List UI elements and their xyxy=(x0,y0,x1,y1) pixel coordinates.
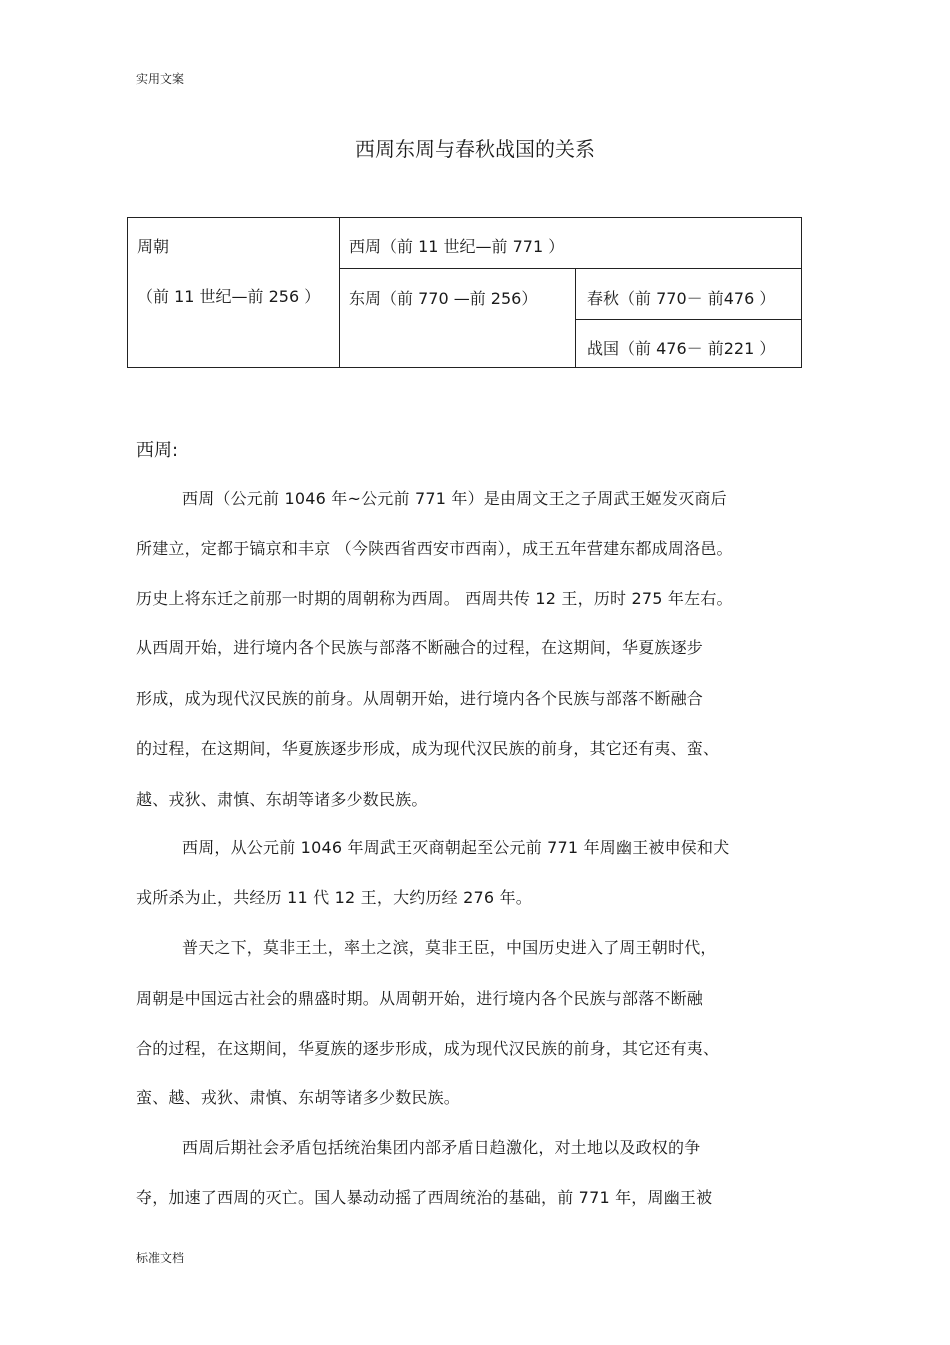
paragraph-line: 合的过程，在这期间，华夏族的逐步形成，成为现代汉民族的前身，其它还有夷、 xyxy=(136,1039,720,1058)
western-zhou-cell: 西周（前 11 世纪—前 771 ） xyxy=(349,237,565,256)
zhou-dynasty-range: （前 11 世纪—前 256 ） xyxy=(137,287,321,306)
page-footer-label: 标准文档 xyxy=(136,1251,185,1265)
section-heading: 西周: xyxy=(136,440,179,461)
paragraph-line: 形成，成为现代汉民族的前身。从周朝开始，进行境内各个民族与部落不断融合 xyxy=(136,689,704,708)
paragraph-line: 周朝是中国远古社会的鼎盛时期。从周朝开始，进行境内各个民族与部落不断融 xyxy=(136,989,704,1008)
table-divider xyxy=(339,218,340,367)
warring-states-cell: 战国（前 476－ 前221 ） xyxy=(587,339,776,358)
table-divider xyxy=(339,268,801,269)
paragraph-line: 历史上将东迁之前那一时期的周朝称为西周。 西周共传 12 王，历时 275 年左右。 xyxy=(136,589,733,608)
document-title: 西周东周与春秋战国的关系 xyxy=(355,137,595,161)
paragraph-line: 西周（公元前 1046 年~公元前 771 年）是由周文王之子周武王姬发灭商后 xyxy=(182,489,727,508)
paragraph-line: 从西周开始，进行境内各个民族与部落不断融合的过程，在这期间，华夏族逐步 xyxy=(136,638,704,657)
paragraph-line: 戎所杀为止，共经历 11 代 12 王，大约历经 276 年。 xyxy=(136,888,532,907)
paragraph-line: 蛮、越、戎狄、肃慎、东胡等诸多少数民族。 xyxy=(136,1088,461,1107)
spring-autumn-cell: 春秋（前 770－ 前476 ） xyxy=(587,289,776,308)
paragraph-line: 西周后期社会矛盾包括统治集团内部矛盾日趋激化，对土地以及政权的争 xyxy=(182,1138,701,1157)
paragraph-line: 西周，从公元前 1046 年周武王灭商朝起至公元前 771 年周幽王被申侯和犬 xyxy=(182,838,730,857)
paragraph-line: 的过程，在这期间，华夏族逐步形成，成为现代汉民族的前身，其它还有夷、蛮、 xyxy=(136,739,720,758)
page-header-label: 实用文案 xyxy=(136,72,185,86)
paragraph-line: 夺，加速了西周的灭亡。国人暴动动摇了西周统治的基础，前 771 年，周幽王被 xyxy=(136,1188,713,1207)
zhou-dynasty-name: 周朝 xyxy=(137,237,170,256)
paragraph-line: 普天之下，莫非王土，率土之滨，莫非王臣，中国历史进入了周王朝时代， xyxy=(182,938,717,957)
table-divider xyxy=(575,268,576,367)
table-divider xyxy=(575,319,801,320)
eastern-zhou-cell: 东周（前 770 —前 256） xyxy=(349,289,538,308)
paragraph-line: 越、戎狄、肃慎、东胡等诸多少数民族。 xyxy=(136,790,428,809)
paragraph-line: 所建立，定都于镐京和丰京 （今陕西省西安市西南），成王五年营建东都成周洛邑。 xyxy=(136,539,733,558)
dynasty-table xyxy=(127,217,802,368)
